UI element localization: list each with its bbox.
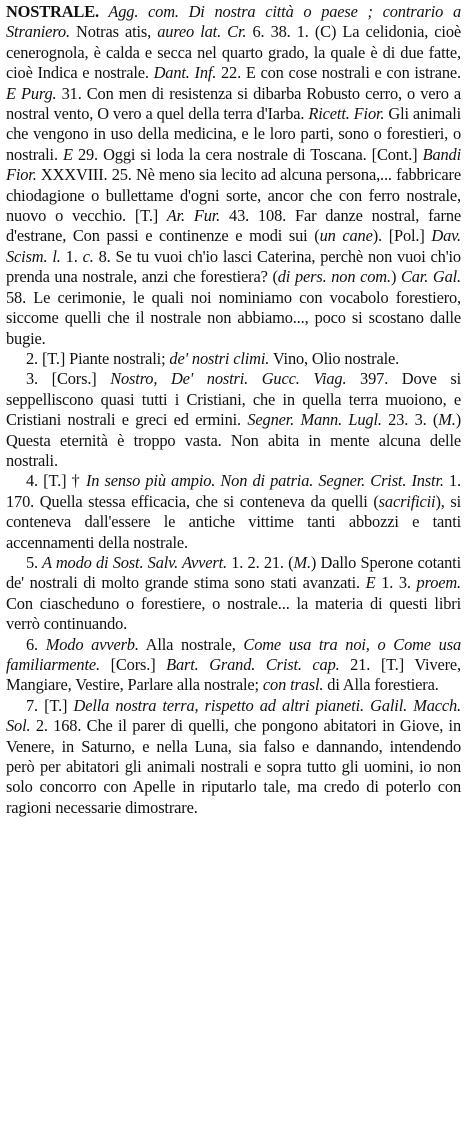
italic-text-run: A modo di Sost. Salv. Avvert. bbox=[38, 552, 227, 572]
italic-text-run: Nostro, De' nostri. Gucc. Viag. bbox=[96, 369, 347, 389]
italic-text-run: E bbox=[57, 144, 73, 164]
entry-sense bbox=[6, 635, 461, 696]
italic-text-run: Ar. Fur. bbox=[158, 206, 221, 226]
text-run: 29. Oggi si loda la cera nostrale di Toscana. [Cont.] bbox=[72, 144, 418, 164]
text-run: 1. bbox=[60, 246, 78, 266]
italic-text-run: di pers. non com. bbox=[277, 267, 391, 287]
text-run: 23. 3. ( bbox=[381, 410, 439, 430]
text-run: ) Questa eternità è troppo vasta. Non abita in mente alcuna delle nostrali. bbox=[6, 410, 461, 470]
text-run: 1. 3. bbox=[375, 573, 411, 593]
italic-text-run: Dant. Inf. bbox=[148, 63, 217, 83]
text-run: 6. bbox=[26, 634, 38, 654]
text-run: [Cors.] bbox=[99, 655, 156, 674]
italic-text-run: Dav. Scism. l. bbox=[6, 226, 461, 266]
entry-sense bbox=[6, 471, 461, 553]
entry-senses bbox=[6, 349, 461, 818]
text-run: 21. [T.] Vivere, Mangiare, Vestire, Parlare alla nostrale; bbox=[6, 655, 461, 695]
text-run: 8. Se tu vuoi ch'io lasci Caterina, perchè non vuoi ch'io prenda una nostrale, anzi che forestiera? ( bbox=[6, 246, 461, 287]
text-run: 7. [T.] bbox=[26, 695, 68, 715]
text-run: Vino, Olio nostrale. bbox=[269, 348, 400, 368]
text-run: ) bbox=[390, 267, 397, 287]
text-run: 4. [T.] † bbox=[26, 471, 81, 491]
text-run: 31. Con men di resistenza si dibarba Robusto cerro, o vero a nostral vento, O vero a quel della terra d'Iarba. bbox=[6, 83, 461, 124]
text-run: Con ciascheduno o forestiere, o nostrale... la materia di questi libri verrò continuando. bbox=[6, 593, 461, 634]
dictionary-entry-nostrale bbox=[6, 2, 461, 349]
text-run: 6. 38. 1. (C) La celidonia, cioè cenerognola, è calda e secca nel quarto grado, la quale è di due fatte, cioè Indica e nostrale. bbox=[6, 22, 461, 83]
text-run: ). [Pol.] bbox=[372, 226, 425, 246]
text-run: ) Dallo Sperone cotanti de' nostrali di molto grande stima sono stati avanzati. bbox=[6, 552, 461, 593]
italic-text-run: proem. bbox=[410, 573, 461, 593]
headword: NOSTRALE. bbox=[6, 2, 99, 21]
text-run: XXXVIII. 25. Nè meno sia lecito ad alcuna persona,... fabbricare chiodagione o bullettame d'ogni sorte, ancor che con ferro nostrale, nuovo o vecchio. [T.] bbox=[6, 165, 461, 226]
text-run: 22. E con cose nostrali e con istrane. bbox=[216, 63, 461, 83]
italic-text-run: E Purg. bbox=[6, 83, 57, 103]
text-run: ), si conteneva dall'essere le antiche vittime tanti abbozzi e tanti accennamenti della nostrale. bbox=[6, 491, 461, 552]
italic-text-run: M. bbox=[438, 410, 456, 430]
italic-text-run: Bart. Grand. Crist. cap. bbox=[155, 655, 340, 674]
italic-text-run: Modo avverb. bbox=[38, 634, 139, 654]
italic-text-run: Bandi Fior. bbox=[6, 144, 461, 185]
italic-text-run: aureo lat. Cr. bbox=[151, 22, 247, 42]
italic-text-run: Come usa tra noi, o Come usa familiarmente. bbox=[6, 634, 462, 674]
text-run: 3. [Cors.] bbox=[26, 369, 97, 389]
italic-text-run: c. bbox=[77, 246, 94, 266]
entry-sense bbox=[6, 349, 461, 369]
text-run: 397. Dove si seppelliscono quasi tutti i Cristiani, che in quella terra muoiono, e Cristiani nostrali e greci ed ermini. bbox=[6, 369, 461, 430]
entry-sense bbox=[6, 553, 461, 635]
entry-sense bbox=[6, 696, 461, 818]
italic-text-run: M. bbox=[293, 552, 311, 572]
text-run: 58. Le cerimonie, le quali noi nominiamo con vocabolo forestiero, siccome quelli che il nostrale non abbiamo..., poco si scostano dalle bugie. bbox=[6, 287, 461, 348]
italic-text-run: un cane bbox=[319, 226, 373, 246]
text-run: 43. 108. Far danze nostral, farne d'estrane, Con passi e continenze e modi sui ( bbox=[6, 206, 462, 246]
italic-text-run: Car. Gal. bbox=[396, 267, 461, 287]
text-run: Alla nostrale, bbox=[138, 634, 236, 654]
italic-text-run: Segner. Mann. Lugl. bbox=[241, 410, 382, 430]
italic-text-run: sacrificii bbox=[378, 491, 436, 511]
italic-text-run: In senso più ampio. Non di patria. Segner. Crist. Instr. bbox=[80, 471, 444, 491]
text-run: 2. 168. Che il parer di quelli, che pongono abitatori in Giove, in Venere, in Saturno, e nella Luna, sia falso e dannando, intendendo però per abitatori gli animali nostrali e sopra tutto gli uomini, io non solo concorro con Apelle in riputarlo tale, ma credo di poterlo con ragioni necessarie dimostrare. bbox=[6, 716, 461, 817]
text-run: 2. [T.] Piante nostrali; bbox=[26, 348, 166, 368]
text-run: Gli animali che vengono in uso della medicina, e le loro parti, sono o forestieri, o nostrali. bbox=[6, 104, 461, 164]
italic-text-run: Ricett. Fior. bbox=[304, 104, 385, 124]
italic-text-run: con trasl. bbox=[258, 675, 324, 695]
text-run: Notras atis, bbox=[69, 22, 152, 42]
text-run: 5. bbox=[26, 552, 38, 572]
italic-text-run: Della nostra terra, rispetto ad altri pianeti. Galil. Macch. Sol. bbox=[6, 695, 462, 736]
text-run: 1. 170. Quella stessa efficacia, che si conteneva da quelli ( bbox=[6, 471, 461, 511]
text-run: di Alla forestiera. bbox=[323, 675, 439, 695]
italic-text-run: Agg. com. Di nostra città o paese ; contrario a Straniero. bbox=[6, 2, 461, 42]
italic-text-run: E bbox=[359, 573, 376, 593]
text-run: 1. 2. 21. ( bbox=[226, 552, 294, 572]
entry-sense bbox=[6, 369, 461, 471]
italic-text-run: de' nostri climi. bbox=[165, 348, 270, 368]
